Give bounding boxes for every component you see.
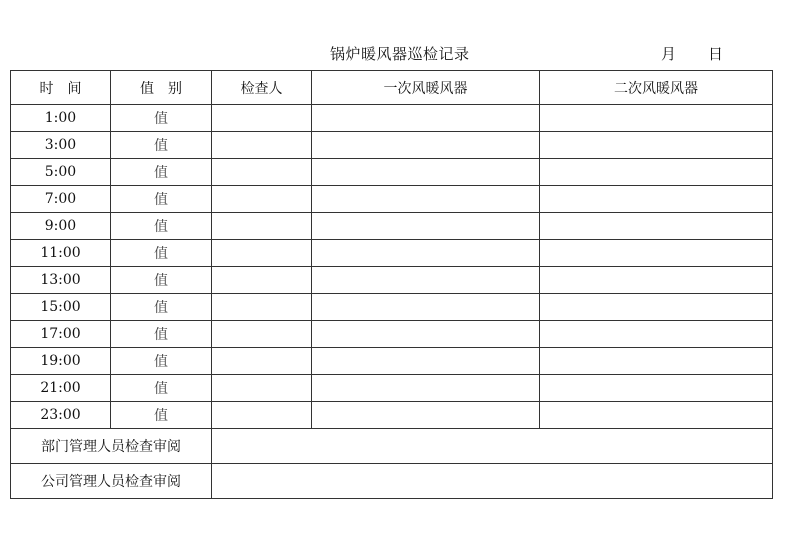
primary-air-heater-input-cell[interactable] <box>312 267 540 294</box>
table-row <box>11 132 773 159</box>
secondary-air-heater-input-cell[interactable] <box>540 213 773 240</box>
primary-air-heater-input-cell[interactable] <box>312 105 540 132</box>
review-signature-cell[interactable] <box>212 429 773 464</box>
primary-air-heater-input-cell[interactable] <box>312 294 540 321</box>
table-row <box>11 267 773 294</box>
shift-cell: 值 <box>111 321 212 348</box>
secondary-air-heater-input-cell[interactable] <box>540 402 773 429</box>
primary-air-heater-input-cell[interactable] <box>312 240 540 267</box>
time-cell: 5:00 <box>11 159 111 186</box>
shift-cell: 值 <box>111 294 212 321</box>
inspector-input-cell[interactable] <box>212 213 312 240</box>
time-cell: 17:00 <box>11 321 111 348</box>
secondary-air-heater-input-cell[interactable] <box>540 294 773 321</box>
column-header-shift: 值 别 <box>111 71 212 105</box>
table-row <box>11 240 773 267</box>
time-cell: 13:00 <box>11 267 111 294</box>
time-cell: 11:00 <box>11 240 111 267</box>
secondary-air-heater-input-cell[interactable] <box>540 321 773 348</box>
inspector-input-cell[interactable] <box>212 240 312 267</box>
shift-cell: 值 <box>111 213 212 240</box>
inspection-table <box>10 70 773 499</box>
inspector-input-cell[interactable] <box>212 321 312 348</box>
time-cell: 23:00 <box>11 402 111 429</box>
secondary-air-heater-input-cell[interactable] <box>540 348 773 375</box>
secondary-air-heater-input-cell[interactable] <box>540 105 773 132</box>
secondary-air-heater-input-cell[interactable] <box>540 159 773 186</box>
column-header-secondary-air-heater: 二次风暖风器 <box>540 71 773 105</box>
primary-air-heater-input-cell[interactable] <box>312 321 540 348</box>
secondary-air-heater-input-cell[interactable] <box>540 186 773 213</box>
primary-air-heater-input-cell[interactable] <box>312 213 540 240</box>
primary-air-heater-input-cell[interactable] <box>312 159 540 186</box>
secondary-air-heater-input-cell[interactable] <box>540 132 773 159</box>
table-row <box>11 159 773 186</box>
page-title: 锅炉暖风器巡检记录 <box>330 45 470 63</box>
shift-cell: 值 <box>111 186 212 213</box>
time-cell: 3:00 <box>11 132 111 159</box>
column-header-primary-air-heater: 一次风暖风器 <box>312 71 540 105</box>
time-cell: 9:00 <box>11 213 111 240</box>
table-header-row <box>11 71 773 105</box>
secondary-air-heater-input-cell[interactable] <box>540 240 773 267</box>
secondary-air-heater-input-cell[interactable] <box>540 375 773 402</box>
shift-cell: 值 <box>111 132 212 159</box>
table-row <box>11 105 773 132</box>
review-label: 公司管理人员检查审阅 <box>11 464 212 499</box>
table-row <box>11 348 773 375</box>
review-signature-cell[interactable] <box>212 464 773 499</box>
secondary-air-heater-input-cell[interactable] <box>540 267 773 294</box>
time-cell: 19:00 <box>11 348 111 375</box>
primary-air-heater-input-cell[interactable] <box>312 348 540 375</box>
shift-cell: 值 <box>111 240 212 267</box>
inspector-input-cell[interactable] <box>212 402 312 429</box>
table-row <box>11 294 773 321</box>
column-header-inspector: 检查人 <box>212 71 312 105</box>
table-row <box>11 186 773 213</box>
shift-cell: 值 <box>111 348 212 375</box>
month-label: 月 <box>661 45 677 63</box>
inspector-input-cell[interactable] <box>212 186 312 213</box>
shift-cell: 值 <box>111 159 212 186</box>
table-row <box>11 321 773 348</box>
primary-air-heater-input-cell[interactable] <box>312 186 540 213</box>
table-row <box>11 402 773 429</box>
inspector-input-cell[interactable] <box>212 132 312 159</box>
primary-air-heater-input-cell[interactable] <box>312 132 540 159</box>
table-row <box>11 375 773 402</box>
primary-air-heater-input-cell[interactable] <box>312 402 540 429</box>
inspector-input-cell[interactable] <box>212 159 312 186</box>
review-label: 部门管理人员检查审阅 <box>11 429 212 464</box>
time-cell: 7:00 <box>11 186 111 213</box>
review-row <box>11 464 773 499</box>
shift-cell: 值 <box>111 267 212 294</box>
day-label: 日 <box>708 45 724 63</box>
time-cell: 21:00 <box>11 375 111 402</box>
inspector-input-cell[interactable] <box>212 267 312 294</box>
time-cell: 15:00 <box>11 294 111 321</box>
shift-cell: 值 <box>111 105 212 132</box>
table-row <box>11 213 773 240</box>
shift-cell: 值 <box>111 402 212 429</box>
inspector-input-cell[interactable] <box>212 348 312 375</box>
inspector-input-cell[interactable] <box>212 294 312 321</box>
inspector-input-cell[interactable] <box>212 105 312 132</box>
inspector-input-cell[interactable] <box>212 375 312 402</box>
review-row <box>11 429 773 464</box>
time-cell: 1:00 <box>11 105 111 132</box>
primary-air-heater-input-cell[interactable] <box>312 375 540 402</box>
shift-cell: 值 <box>111 375 212 402</box>
column-header-time: 时 间 <box>11 71 111 105</box>
